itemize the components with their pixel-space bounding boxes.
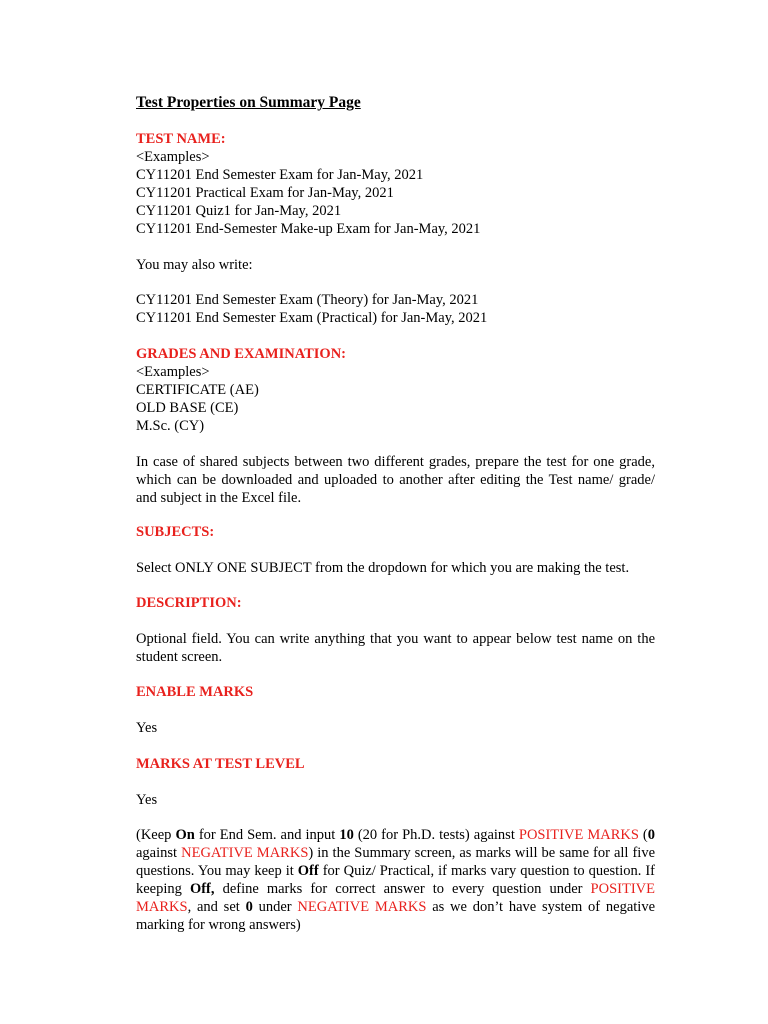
test-name-example: CY11201 End Semester Exam for Jan-May, 2021 — [136, 167, 424, 183]
grade-example: OLD BASE (CE) — [136, 400, 239, 416]
description-heading: DESCRIPTION: — [136, 595, 242, 611]
enable-marks-value: Yes — [136, 720, 158, 736]
test-name-alt-example: CY11201 End Semester Exam (Practical) for Jan-May, 2021 — [136, 310, 488, 326]
grade-example: M.Sc. (CY) — [136, 418, 205, 434]
subjects-text: Select ONLY ONE SUBJECT from the dropdown for which you are making the test. — [136, 560, 630, 576]
test-name-examples-label: <Examples> — [136, 149, 210, 165]
marks-test-level-note: (Keep On for End Sem. and input 10 (20 for Ph.D. tests) against POSITIVE MARKS (0 against NEGATIVE MARKS) in the Summary screen, as marks will be same for all five questions. You may keep it Off for Quiz/ Practical, if marks vary question to question. If keeping Off, define marks for correct answer to every question under POSITIVE MARKS, and set 0 under NEGATIVE MARKS as we don’t have system of negative marking for wrong answers) — [136, 827, 656, 933]
positive-marks-term: POSITIVE MARKS — [136, 881, 655, 915]
marks-test-level-heading: MARKS AT TEST LEVEL — [136, 756, 305, 772]
test-name-heading: TEST NAME: — [136, 131, 226, 147]
positive-marks-term: POSITIVE MARKS — [518, 827, 639, 843]
grades-heading: GRADES AND EXAMINATION: — [136, 346, 346, 362]
grades-note: In case of shared subjects between two different grades, prepare the test for one grade, which can be downloaded and uploaded to another after editing the Test name/ grade/ and subject in the Excel file. — [136, 454, 655, 506]
test-name-alt-example: CY11201 End Semester Exam (Theory) for Jan-May, 2021 — [136, 292, 479, 308]
negative-marks-term: NEGATIVE MARKS — [297, 899, 427, 915]
enable-marks-heading: ENABLE MARKS — [136, 684, 254, 700]
test-name-example: CY11201 End-Semester Make-up Exam for Jan-May, 2021 — [136, 221, 481, 237]
grade-example: CERTIFICATE (AE) — [136, 382, 259, 398]
grades-examples-label: <Examples> — [136, 364, 210, 380]
also-write-text: You may also write: — [136, 257, 253, 273]
subjects-heading: SUBJECTS: — [136, 524, 215, 540]
negative-marks-term: NEGATIVE MARKS — [181, 845, 309, 861]
description-text: Optional field. You can write anything that you want to appear below test name on the student screen. — [136, 631, 655, 665]
marks-test-level-value: Yes — [136, 792, 158, 808]
document-page — [136, 94, 655, 934]
page-title: Test Properties on Summary Page — [136, 94, 361, 111]
test-name-example: CY11201 Practical Exam for Jan-May, 2021 — [136, 185, 394, 201]
test-name-example: CY11201 Quiz1 for Jan-May, 2021 — [136, 203, 342, 219]
